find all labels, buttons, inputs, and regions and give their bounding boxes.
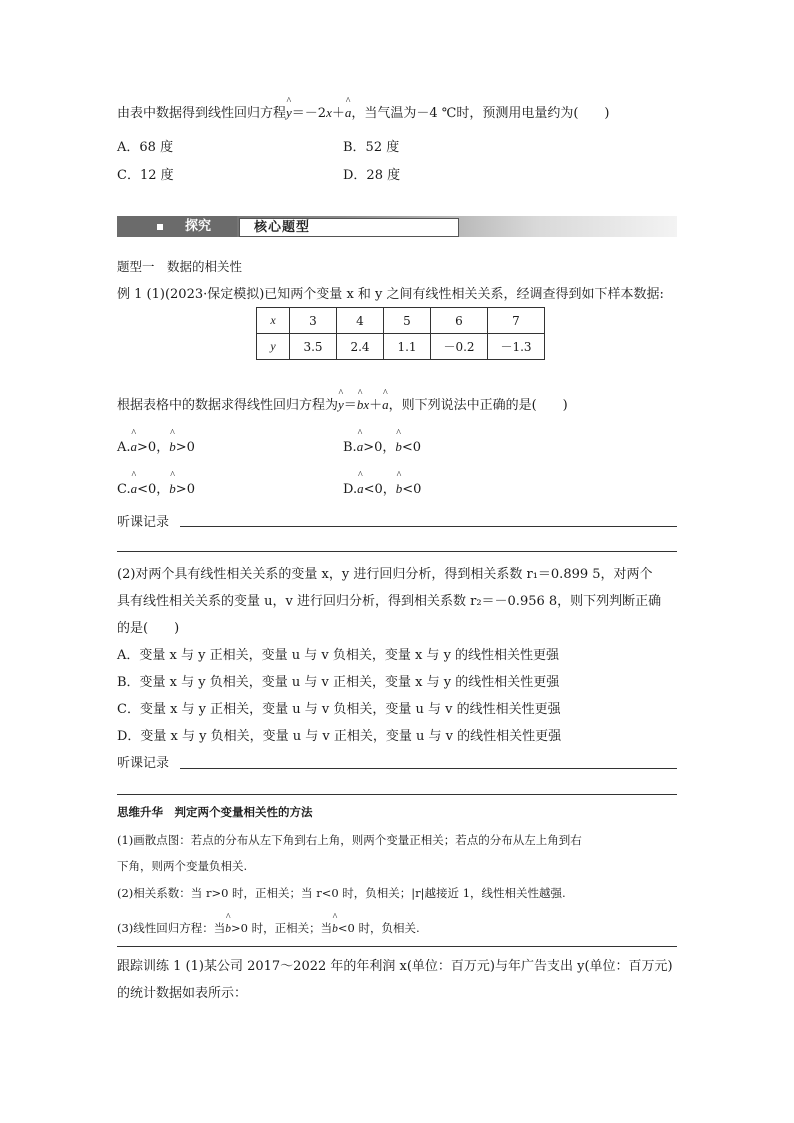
- b-relation: >0: [175, 440, 195, 455]
- question-text: 根据表格中的数据求得线性回归方程为: [117, 398, 339, 413]
- table-header-x: x: [257, 308, 290, 334]
- b-hat: ^ b: [225, 923, 231, 935]
- table-cell: 4: [337, 308, 384, 334]
- b-relation: <0: [401, 440, 422, 455]
- thinking-p1-line2: 下角，则两个变量负相关.: [117, 859, 248, 873]
- b-hat: ^ b: [396, 481, 403, 497]
- stem-post: ，当气温为－4 ℃时，预测用电量约为( ): [351, 106, 610, 121]
- y-hat: ^ y: [286, 103, 292, 123]
- b-hat: ^ b: [395, 439, 402, 455]
- eq-coef: ＝－2: [291, 106, 327, 121]
- notes-line[interactable]: [117, 794, 677, 795]
- notes-label: 听课记录: [117, 515, 170, 530]
- notes-label: 听课记录: [117, 756, 170, 771]
- table-row-y: [257, 334, 545, 360]
- banner-right-label: 核心题型: [254, 220, 311, 235]
- thinking-p1-line1: (1)画散点图：若点的分布从左下角到右上角，则两个变量正相关；若点的分布从左上角到右: [117, 833, 582, 847]
- topic-heading: 题型一 数据的相关性: [117, 259, 243, 274]
- eq-x: x: [363, 397, 370, 412]
- banner-right: [239, 218, 459, 237]
- practice-line1: 跟踪训练 1 (1)某公司 2017～2022 年的年利润 x(单位：百万元)与年广告支出 y(单位：百万元): [117, 959, 673, 974]
- a-hat: ^ a: [131, 439, 138, 455]
- option-b[interactable]: B．52 度: [343, 140, 400, 155]
- eq-x: x: [326, 105, 332, 120]
- table-row-x: [257, 308, 545, 334]
- a-hat: ^ a: [357, 481, 364, 497]
- ex1-2-option-a[interactable]: A．变量 x 与 y 正相关，变量 u 与 v 负相关，变量 x 与 y 的线性相关性更强: [117, 648, 560, 663]
- thinking-p3: [117, 920, 420, 936]
- stem-text: 由表中数据得到线性回归方程: [117, 106, 287, 121]
- option-d[interactable]: D．28 度: [343, 168, 401, 183]
- banner-left: [117, 216, 237, 237]
- ex1-2-option-c[interactable]: C．变量 x 与 y 正相关，变量 u 与 v 负相关，变量 u 与 v 的线性相关性更强: [117, 702, 561, 717]
- example1-question: [117, 395, 568, 416]
- a-relation: <0，: [363, 482, 396, 497]
- table-cell: 1.1: [384, 334, 431, 360]
- table-cell: 7: [488, 308, 545, 334]
- practice-line2: 的统计数据如表所示：: [117, 986, 248, 1001]
- banner-left-label: 探究: [185, 219, 212, 234]
- eq-plus: ＋: [369, 398, 383, 413]
- table-cell: 2.4: [337, 334, 384, 360]
- sample-data-table: [256, 307, 545, 360]
- table-cell: 3: [290, 308, 337, 334]
- option-prefix: C.: [117, 482, 131, 497]
- section-divider: [117, 946, 677, 947]
- b-relation: >0: [175, 482, 195, 497]
- table-cell: －0.2: [431, 334, 488, 360]
- table-cell: 3.5: [290, 334, 337, 360]
- thinking-p2: (2)相关系数：当 r>0 时，正相关；当 r<0 时，负相关；|r|越接近 1，线性相关性越强.: [117, 886, 566, 900]
- option-a[interactable]: A．68 度: [117, 140, 174, 155]
- y-hat: ^ y: [338, 395, 344, 415]
- p3-post: <0 时，负相关.: [337, 921, 420, 935]
- ex1-2-stem-line1: (2)对两个具有线性相关关系的变量 x，y 进行回归分析，得到相关系数 r₁＝0.899 5，对两个: [117, 567, 653, 582]
- eq-sign: ＝: [343, 398, 357, 413]
- thinking-title: 思维升华 判定两个变量相关性的方法: [117, 805, 313, 819]
- table-header-y: y: [257, 334, 290, 360]
- a-relation: >0，: [363, 440, 396, 455]
- ex1-option-b[interactable]: [343, 436, 421, 455]
- section-banner: [117, 216, 677, 237]
- ex1-2-stem-line3: 的是( ): [117, 621, 180, 636]
- a-relation: >0，: [137, 440, 170, 455]
- example1-intro: 例 1 (1)(2023·保定模拟)已知两个变量 x 和 y 之间有线性相关关系，经调查得到如下样本数据:: [117, 287, 664, 302]
- ex1-2-option-b[interactable]: B．变量 x 与 y 负相关，变量 u 与 v 正相关，变量 x 与 y 的线性相关性更强: [117, 675, 560, 690]
- a-hat: ^ a: [382, 395, 389, 415]
- b-relation: <0: [402, 482, 422, 497]
- ex1-2-option-d[interactable]: D．变量 x 与 y 负相关，变量 u 与 v 正相关，变量 u 与 v 的线性相关性更强: [117, 729, 562, 744]
- table-cell: 5: [384, 308, 431, 334]
- table-cell: －1.3: [488, 334, 545, 360]
- a-hat: ^ a: [357, 439, 364, 455]
- a-relation: <0，: [137, 482, 170, 497]
- a-hat: ^ a: [345, 103, 352, 123]
- b-hat: ^ b: [332, 923, 338, 935]
- notes-line[interactable]: [180, 768, 677, 769]
- a-hat: ^ a: [131, 481, 138, 497]
- option-c[interactable]: C．12 度: [117, 168, 174, 183]
- table-cell: 6: [431, 308, 488, 334]
- b-hat: ^ b: [169, 439, 176, 455]
- eq-plus: ＋: [331, 106, 345, 121]
- square-bullet-icon: [157, 224, 163, 230]
- p3-text: (3)线性回归方程：当: [117, 921, 226, 935]
- p3-mid: >0 时，正相关；当: [231, 921, 333, 935]
- option-prefix: D.: [343, 482, 358, 497]
- notes-line[interactable]: [180, 526, 677, 527]
- option-prefix: B.: [343, 440, 357, 455]
- ex1-option-d[interactable]: [343, 478, 421, 497]
- question-post: ，则下列说法中正确的是( ): [388, 398, 568, 413]
- ex1-option-a[interactable]: [117, 436, 195, 455]
- question-stem: [117, 103, 609, 124]
- option-prefix: A.: [117, 440, 131, 455]
- ex1-option-c[interactable]: [117, 478, 195, 497]
- b-hat: ^ b: [357, 395, 364, 415]
- notes-line[interactable]: [117, 551, 677, 552]
- ex1-2-stem-line2: 具有线性相关关系的变量 u，v 进行回归分析，得到相关系数 r₂＝－0.956 8，则下列判断正确: [117, 594, 662, 609]
- b-hat: ^ b: [169, 481, 176, 497]
